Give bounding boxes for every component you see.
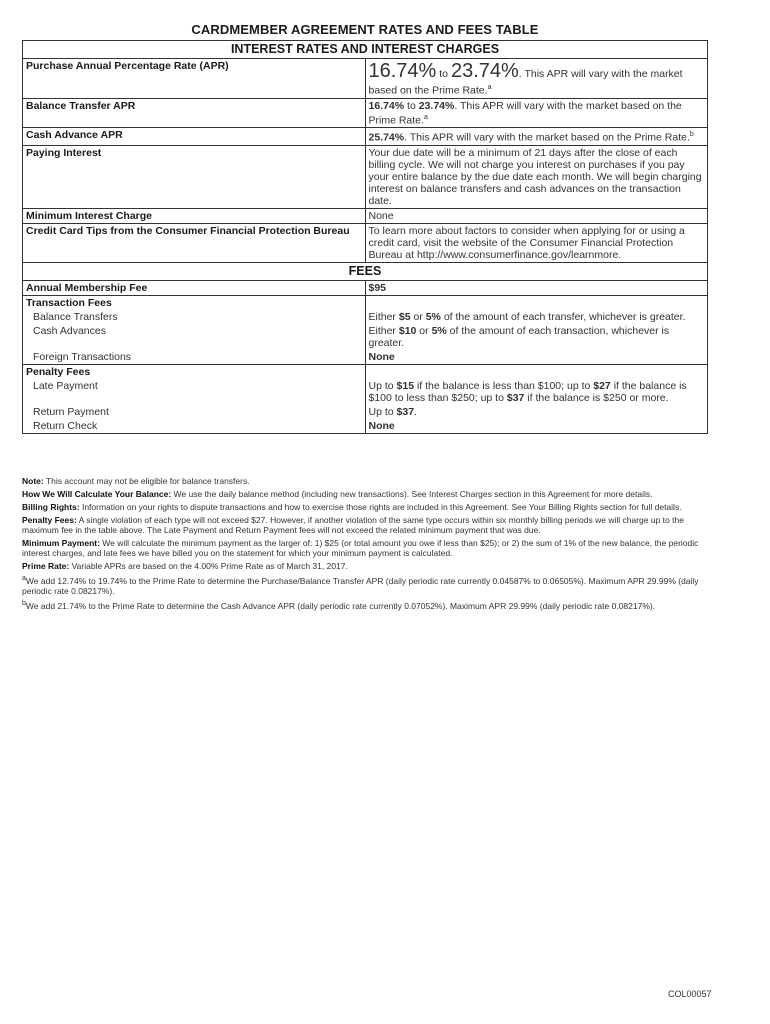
fees-header-row: [23, 263, 708, 281]
minimum-interest-label: Minimum Interest Charge: [23, 208, 366, 223]
balance-transfer-apr-value: [365, 98, 708, 128]
footnote-mark-a: a: [423, 113, 428, 121]
cash-advance-apr-row: [23, 128, 708, 146]
interest-rates-table: [22, 40, 708, 263]
balance-transfer-apr-row: [23, 98, 708, 128]
fee-text: of the amount of each transaction, whichever is greater.: [368, 325, 670, 349]
return-payment-value: [365, 405, 708, 419]
minimum-payment-text: We will calculate the minimum payment as the larger of: 1) $25 (or total amount you owe if less than $25); or 2) the sum of 1% of the new balance, the periodic interest charges, and late fees we have billed you on the statement for which your minimum payment is calculated.: [22, 538, 699, 558]
cfpb-tips-text: To learn more about factors to consider when applying for or using a credit card, visit the website of the Consumer Financial Protection Bureau at http://www.consumerfinance.gov/learnmore.: [365, 223, 708, 262]
interest-rates-header-row: [23, 41, 708, 59]
balance-calc-text: We use the daily balance method (including new transactions). See Interest Charges section in this Agreement for more details.: [171, 489, 653, 499]
fees-header: FEES: [23, 263, 708, 281]
cash-advance-apr-text: . This APR will vary with the market based on the Prime Rate.: [404, 131, 690, 144]
note-label: Note:: [22, 476, 44, 486]
purchase-apr-value: [365, 59, 708, 99]
footnote-a-mark: a: [22, 575, 26, 582]
foreign-fee-value: None: [365, 350, 708, 365]
annual-fee-label: Annual Membership Fee: [23, 281, 366, 296]
footnote-a-text: We add 12.74% to 19.74% to the Prime Rate to determine the Purchase/Balance Transfer APR (daily periodic rate currently 0.04587% to 0.06505%). Maximum APR 29.99% (daily periodic rate 0.08217%).: [22, 575, 699, 596]
minimum-interest-value: None: [365, 208, 708, 223]
paying-interest-label: Paying Interest: [23, 145, 366, 208]
balance-transfer-apr-to: to: [407, 99, 416, 112]
interest-rates-header: INTEREST RATES AND INTEREST CHARGES: [23, 41, 708, 59]
minimum-payment-paragraph: [22, 538, 712, 558]
prime-rate-text: Variable APRs are based on the 4.00% Prime Rate as of March 31, 2017.: [69, 561, 348, 571]
purchase-apr-row: [23, 59, 708, 99]
return-check-row: [23, 419, 708, 434]
purchase-apr-high: 23.74%: [450, 60, 519, 82]
fee-amount: $5: [398, 311, 411, 323]
prime-rate-paragraph: [22, 561, 712, 571]
balance-calc-label: How We Will Calculate Your Balance:: [22, 489, 172, 499]
balance-transfer-apr-text: . This APR will vary with the market based on the Prime Rate.: [368, 99, 682, 126]
cash-advance-apr-label: Cash Advance APR: [23, 128, 366, 146]
footnote-b: [22, 599, 712, 611]
late-payment-label: Late Payment: [23, 379, 366, 405]
cash-advance-apr-rate: 25.74%: [368, 131, 405, 144]
purchase-apr-text: . This APR will vary with the market based on the Prime Rate.: [368, 68, 683, 97]
cfpb-tips-row: [23, 223, 708, 262]
billing-rights-text: Information on your rights to dispute transactions and how to exercise those rights are included in this Agreement. See Your Billing Rights section for full details.: [79, 502, 682, 512]
billing-rights-label: Billing Rights:: [22, 502, 80, 512]
purchase-apr-label: Purchase Annual Percentage Rate (APR): [23, 59, 366, 99]
fee-percent: 5%: [431, 325, 447, 337]
fee-text: Either: [368, 311, 399, 323]
balance-transfer-apr-high: 23.74%: [418, 99, 455, 112]
fee-text: if the balance is $100 to less than $250; up to: [368, 380, 687, 404]
transaction-fees-row: [23, 296, 708, 311]
billing-rights-paragraph: [22, 502, 712, 512]
balance-calc-paragraph: [22, 489, 712, 499]
note-paragraph: [22, 476, 712, 486]
footnote-a: [22, 574, 712, 596]
cash-advance-fee-value: [365, 324, 708, 350]
cash-advance-fee-label: Cash Advances: [23, 324, 366, 350]
balance-transfer-fee-row: [23, 310, 708, 324]
fee-amount: $27: [593, 380, 611, 392]
transaction-fees-value: [365, 296, 708, 311]
transaction-fees-label: Transaction Fees: [23, 296, 366, 311]
fee-text: .: [414, 406, 417, 418]
page-title: CARDMEMBER AGREEMENT RATES AND FEES TABLE: [191, 22, 539, 37]
penalty-text: A single violation of each type will not exceed $27. However, if another violation of the same type occurs within six monthly billing periods we will charge up to the maximum fee in the table above. The Late Payment and Return Payment fees will not exceed the related minimum payment that was due.: [22, 515, 684, 535]
minimum-payment-label: Minimum Payment:: [22, 538, 100, 548]
return-payment-row: [23, 405, 708, 419]
footnote-mark-b: b: [689, 131, 694, 138]
paying-interest-text: Your due date will be a minimum of 21 days after the close of each billing cycle. We will not charge you interest on purchases if you pay your entire balance by the due date each month. We will begin charging interest on balance transfers and cash advances on the transaction date.: [365, 145, 708, 208]
fee-text: Up to: [368, 406, 397, 418]
fee-text: or: [416, 325, 432, 337]
fee-text: Either: [368, 325, 399, 337]
late-payment-value: [365, 379, 708, 405]
fee-text: or: [410, 311, 426, 323]
fee-amount: $10: [398, 325, 417, 337]
penalty-fees-label: Penalty Fees: [23, 365, 366, 380]
fee-amount: $37: [506, 392, 525, 404]
balance-transfer-fee-value: [365, 310, 708, 324]
footnote-mark-a: a: [487, 84, 492, 91]
footnote-b-mark: b: [22, 599, 26, 607]
balance-transfer-apr-low: 16.74%: [368, 99, 405, 112]
annual-fee-row: [23, 281, 708, 296]
paying-interest-row: [23, 145, 708, 208]
annual-fee-value: $95: [365, 281, 708, 296]
fee-amount: $15: [396, 380, 415, 392]
balance-transfer-fee-label: Balance Transfers: [23, 310, 366, 324]
cash-advance-apr-value: [365, 128, 708, 146]
fee-text: of the amount of each transfer, whichever is greater.: [440, 311, 686, 323]
foreign-fee-label: Foreign Transactions: [23, 350, 366, 365]
minimum-interest-row: [23, 208, 708, 223]
foreign-fee-row: [23, 350, 708, 365]
purchase-apr-to: to: [439, 68, 449, 80]
cfpb-tips-label: Credit Card Tips from the Consumer Financial Protection Bureau: [23, 223, 366, 262]
return-check-label: Return Check: [23, 419, 366, 434]
note-text: This account may not be eligible for balance transfers.: [43, 476, 250, 486]
notes-section: [22, 476, 712, 614]
fee-amount: $37: [396, 406, 415, 418]
prime-rate-label: Prime Rate:: [22, 561, 70, 571]
document-code: COL00057: [668, 989, 712, 999]
footnote-b-text: We add 21.74% to the Prime Rate to determine the Cash Advance APR (daily periodic rate currently 0.07052%). Maximum APR 29.99% (daily periodic rate 0.08217%).: [25, 600, 656, 611]
balance-transfer-apr-label: Balance Transfer APR: [23, 98, 366, 128]
penalty-label: Penalty Fees:: [22, 515, 77, 525]
late-payment-row: [23, 379, 708, 405]
purchase-apr-low: 16.74%: [368, 60, 437, 82]
fees-table: [22, 262, 708, 434]
penalty-paragraph: [22, 515, 712, 535]
return-payment-label: Return Payment: [23, 405, 366, 419]
fee-text: if the balance is less than $100; up to: [414, 380, 594, 392]
cash-advance-fee-row: [23, 324, 708, 350]
penalty-fees-value: [365, 365, 708, 380]
return-check-value: None: [365, 419, 708, 434]
fee-percent: 5%: [425, 311, 441, 323]
penalty-fees-row: [23, 365, 708, 380]
fee-text: if the balance is $250 or more.: [524, 392, 669, 404]
fee-text: Up to: [368, 380, 397, 392]
